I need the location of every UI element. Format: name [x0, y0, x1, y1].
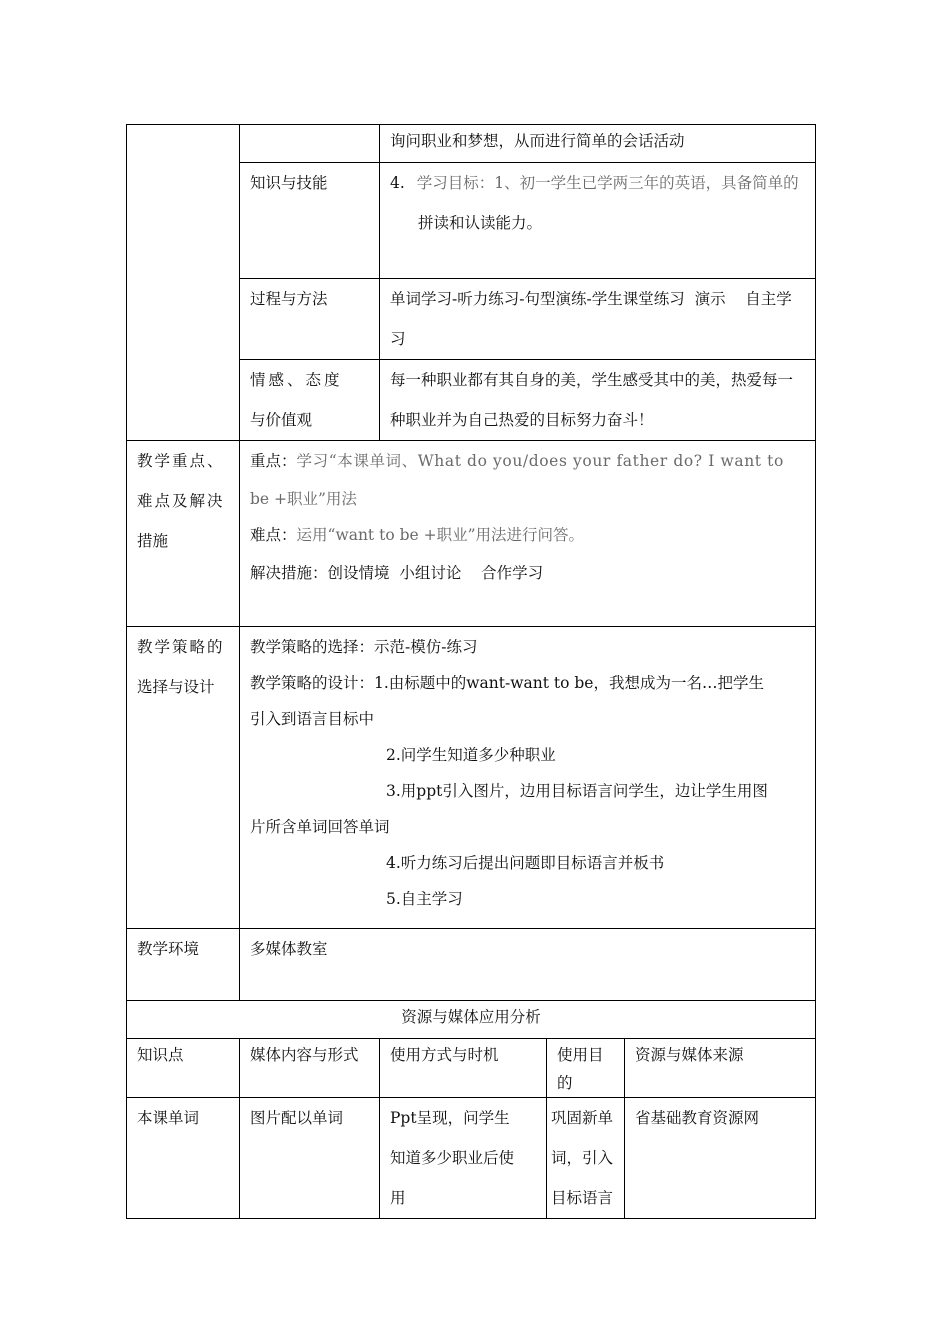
knowledge-num: 4. — [390, 174, 405, 192]
environment-label-cell — [127, 929, 240, 1001]
strategy-label-a: 教学策略的 — [137, 638, 225, 656]
key-points-label-cell — [127, 441, 240, 627]
resource-point: 本课单词 — [137, 1109, 200, 1127]
resources-header-purpose — [547, 1039, 625, 1098]
process-line-1: 单词学习-听力练习-句型演练-学生课堂练习 演示 自主学 — [390, 290, 792, 308]
resource-usage-line-2: 知道多少职业后使 — [390, 1149, 515, 1167]
resource-purpose-line-3: 目标语言 — [551, 1189, 614, 1207]
resource-media: 图片配以单词 — [250, 1109, 344, 1127]
header-knowledge-point: 知识点 — [137, 1046, 184, 1064]
objectives-sub-label-cell — [240, 125, 380, 163]
knowledge-line-2: 拼读和认读能力。 — [418, 214, 543, 232]
resource-source: 省基础教育资源网 — [635, 1109, 760, 1127]
strategy-item-3-line-1: 3.用ppt引入图片，边用目标语言问学生，边让学生用图 — [386, 782, 768, 800]
strategy-label-b: 选择与设计 — [137, 678, 215, 696]
resources-title: 资源与媒体应用分析 — [401, 1008, 541, 1026]
header-usage-method: 使用方式与时机 — [390, 1046, 499, 1064]
header-resource-source: 资源与媒体来源 — [635, 1046, 744, 1064]
environment-row — [127, 929, 816, 1001]
resources-header-source — [625, 1039, 816, 1098]
objectives-intro-cell — [380, 125, 816, 163]
strategy-design-line-2: 引入到语言目标中 — [250, 710, 375, 728]
knowledge-label: 知识与技能 — [250, 174, 328, 192]
process-label-cell — [240, 279, 380, 360]
focus-line-2: be +职业”用法 — [250, 490, 357, 508]
strategy-design-line-1: 教学策略的设计：1.由标题中的want-want to be，我想成为一名…把学生 — [250, 674, 764, 692]
objectives-row-intro — [127, 125, 816, 163]
strategy-row — [127, 627, 816, 929]
strategy-item-3-line-2: 片所含单词回答单词 — [250, 818, 390, 836]
attitude-line-2: 种职业并为自己热爱的目标努力奋斗！ — [390, 411, 654, 429]
process-content-cell — [380, 279, 816, 360]
strategy-item-5: 5.自主学习 — [386, 890, 463, 908]
resource-usage-line-3: 用 — [390, 1189, 406, 1207]
focus-line-1 — [250, 441, 805, 481]
process-line-2: 习 — [390, 330, 406, 348]
strategy-item-2: 2.问学生知道多少种职业 — [386, 746, 556, 764]
resources-header-usage — [380, 1039, 547, 1098]
measures-line: 解决措施：创设情境 小组讨论 合作学习 — [250, 564, 544, 582]
attitude-label-a: 情感、态度 — [250, 371, 343, 389]
resources-title-row — [127, 1001, 816, 1039]
key-points-label-b: 难点及解决 — [137, 492, 225, 510]
resource-purpose-cell — [547, 1098, 625, 1219]
attitude-label-cell — [240, 360, 380, 441]
resource-purpose-line-1: 巩固新单 — [551, 1109, 614, 1127]
knowledge-line-1 — [390, 163, 805, 203]
resource-source-cell — [625, 1098, 816, 1219]
environment-value-cell — [240, 929, 816, 1001]
resources-data-row — [127, 1098, 816, 1219]
resource-usage-line-1: Ppt呈现，问学生 — [390, 1109, 510, 1127]
resource-media-cell — [240, 1098, 380, 1219]
resource-purpose-line-2: 词，引入 — [551, 1149, 614, 1167]
key-points-label-c: 措施 — [137, 532, 169, 550]
resources-header-row — [127, 1039, 816, 1098]
strategy-item-4: 4.听力练习后提出问题即目标语言并板书 — [386, 854, 665, 872]
objectives-label-cell — [127, 125, 240, 441]
knowledge-label-cell — [240, 163, 380, 279]
focus-text-a: 学习“本课单词、What do you/does your father do? I want to — [296, 452, 784, 470]
difficulty-label: 难点： — [250, 526, 297, 544]
resource-usage-cell — [380, 1098, 547, 1219]
difficulty-text: 运用“want to be +职业”用法进行问答。 — [296, 526, 585, 544]
knowledge-content-cell — [380, 163, 816, 279]
key-points-content-cell — [240, 441, 816, 627]
difficulty-line — [250, 517, 805, 553]
resource-point-cell — [127, 1098, 240, 1219]
objectives-intro-text: 询问职业和梦想，从而进行简单的会话活动 — [390, 132, 685, 150]
resources-header-point — [127, 1039, 240, 1098]
environment-label: 教学环境 — [137, 940, 200, 958]
strategy-label-cell — [127, 627, 240, 929]
process-label: 过程与方法 — [250, 290, 328, 308]
environment-value: 多媒体教室 — [250, 940, 328, 958]
attitude-content-cell — [380, 360, 816, 441]
lesson-plan-table — [126, 124, 816, 1219]
resources-title-cell — [127, 1001, 816, 1039]
attitude-line-1: 每一种职业都有其自身的美，学生感受其中的美，热爱每一 — [390, 371, 794, 389]
strategy-content-cell — [240, 627, 816, 929]
knowledge-text-a: 学习目标：1、初一学生已学两三年的英语，具备简单的 — [416, 174, 799, 192]
focus-label: 重点： — [250, 452, 297, 470]
header-media-content: 媒体内容与形式 — [250, 1046, 359, 1064]
strategy-choice: 教学策略的选择：示范-模仿-练习 — [250, 638, 478, 656]
header-usage-purpose: 使用目的 — [557, 1046, 604, 1092]
attitude-label-b: 与价值观 — [250, 411, 313, 429]
resources-header-media — [240, 1039, 380, 1098]
key-points-label-a: 教学重点、 — [137, 452, 225, 470]
key-points-row — [127, 441, 816, 627]
